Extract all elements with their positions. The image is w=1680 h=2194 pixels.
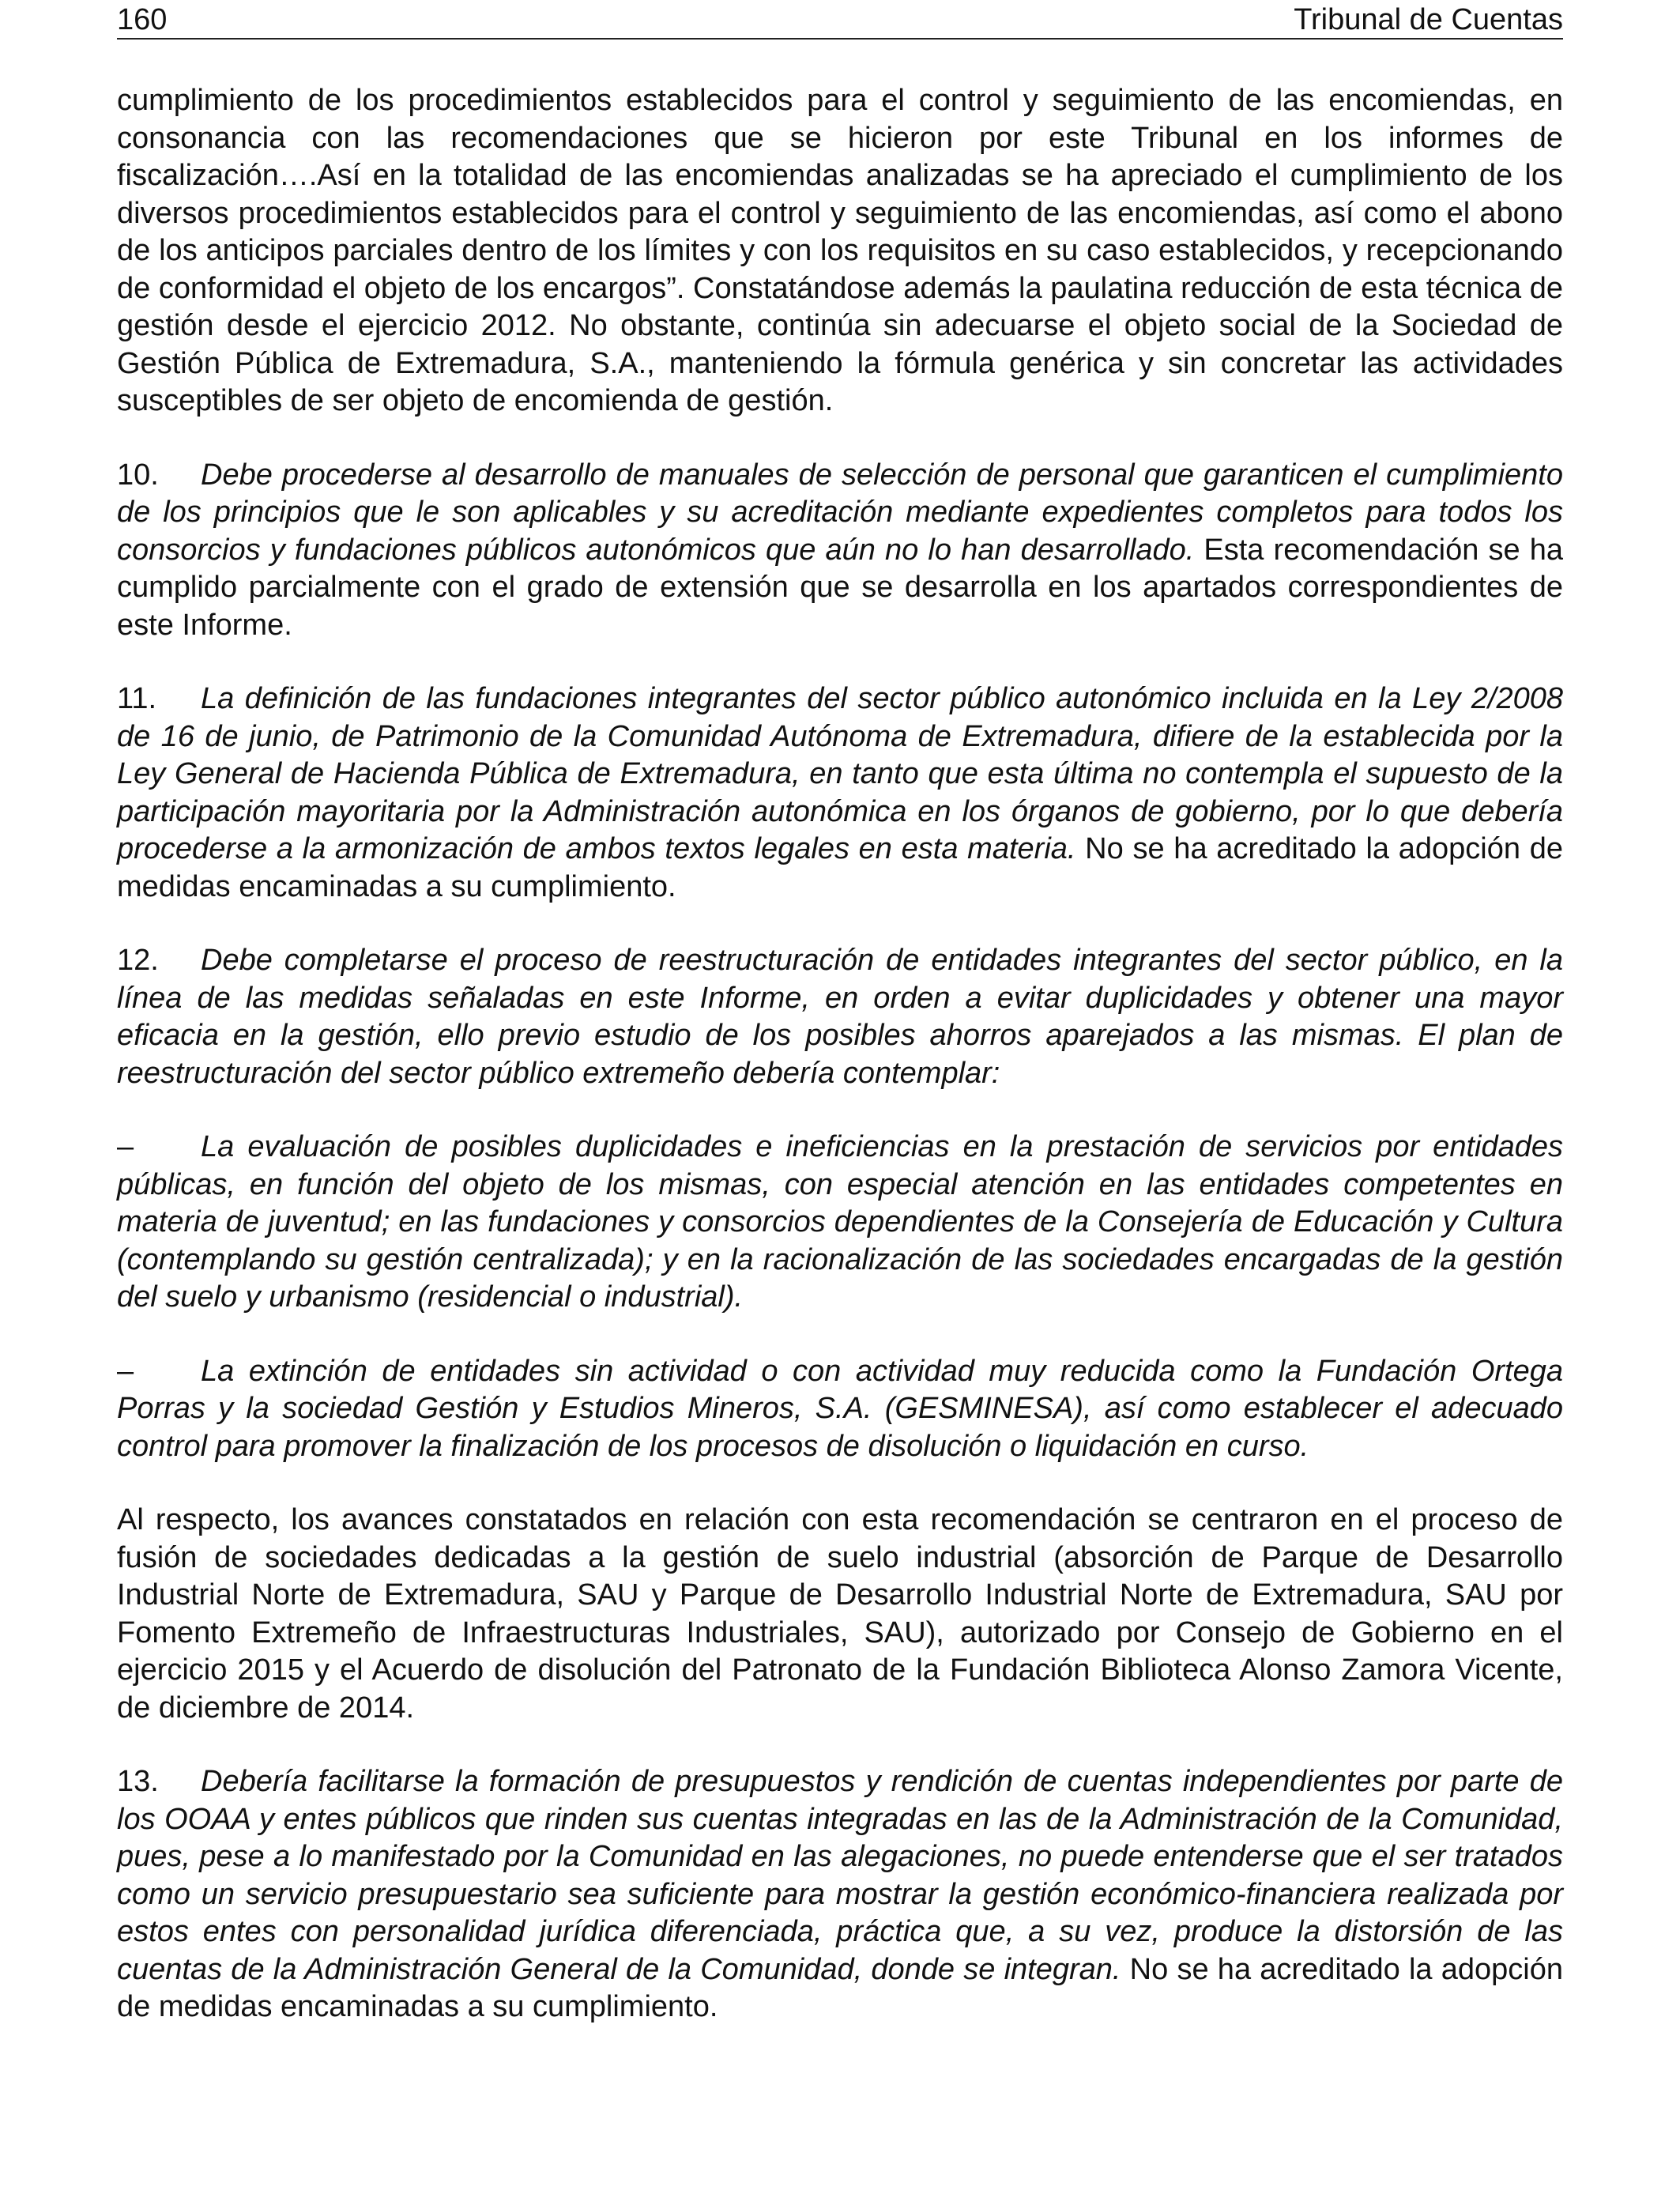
recommendation-10 [117, 457, 1563, 645]
recommendation-text: Debe procederse al desarrollo de manuales de selección de personal que garanticen el cumplimiento de los principios que le son aplicables y su acreditación mediante expedientes completos para todos los consorcios y fundaciones públicos autonómicos que aún no lo han desarrollado. [117, 458, 1563, 567]
recommendation-text: Debe completarse el proceso de reestructuración de entidades integrantes del sector público, en la línea de las medidas señaladas en este Informe, en orden a evitar duplicidades y obtener una mayor eficacia en la gestión, ello previo estudio de los posibles ahorros aparejados a las mismas. El plan de reestructuración del sector público extremeño debería contemplar: [117, 944, 1563, 1090]
page-header [117, 2, 1563, 40]
recommendation-number: 13. [117, 1765, 159, 1798]
recommendation-11 [117, 680, 1563, 906]
recommendation-assessment: No se ha acreditado la adopción de medidas encaminadas a su cumplimiento. [117, 832, 1563, 903]
recommendation-13 [117, 1763, 1563, 2026]
bullet-item [117, 1353, 1563, 1466]
document-body [117, 82, 1563, 2063]
recommendation-number: 10. [117, 458, 159, 492]
recommendation-text: Debería facilitarse la formación de presupuestos y rendición de cuentas independientes por parte de los OOAA y entes públicos que rinden sus cuentas integradas en las de la Administración de la Comunidad, pues, pese a lo manifestado por la Comunidad en las alegaciones, no puede entenderse que el ser tratados como un servicio presupuestario sea suficiente para mostrar la gestión económico-financiera realizada por estos entes con personalidad jurídica diferenciada, práctica que, a su vez, produce la distorsión de las cuentas de la Administración General de la Comunidad, donde se integran. [117, 1765, 1563, 1986]
bullet-item [117, 1129, 1563, 1317]
running-title: Tribunal de Cuentas [1294, 3, 1563, 36]
recommendation-12 [117, 942, 1563, 1092]
paragraph-intro: cumplimiento de los procedimientos establecidos para el control y seguimiento de las encomiendas, en consonancia con las recomendaciones que se hicieron por este Tribunal en los informes de fiscalización….Así en la totalidad de las encomiendas analizadas se ha apreciado el cumplimiento de los diversos procedimientos establecidos para el control y seguimiento de las encomiendas, así como el abono de los anticipos parciales dentro de los límites y con los requisitos en su caso establecidos, y recepcionando de conformidad el objeto de los encargos”. Constatándose además la paulatina reducción de esta técnica de gestión desde el ejercicio 2012. No obstante, continúa sin adecuarse el objeto social de la Sociedad de Gestión Pública de Extremadura, S.A., manteniendo la fórmula genérica y sin concretar las actividades susceptibles de ser objeto de encomienda de gestión. [117, 84, 1563, 417]
recommendation-assessment: No se ha acreditado la adopción de medidas encaminadas a su cumplimiento. [117, 1952, 1563, 2023]
dash-marker: – [117, 1130, 134, 1163]
page-number: 160 [117, 3, 168, 36]
recommendation-text: La definición de las fundaciones integrantes del sector público autonómico incluida en la Ley 2/2008 de 16 de junio, de Patrimonio de la Comunidad Autónoma de Extremadura, difiere de la establecida por la Ley General de Hacienda Pública de Extremadura, en tanto que esta última no contempla el supuesto de la participación mayoritaria por la Administración autonómica en los órganos de gobierno, por lo que debería procederse a la armonización de ambos textos legales en esta materia. [117, 682, 1563, 865]
bullet-text: La evaluación de posibles duplicidades e ineficiencias en la prestación de servicios por entidades públicas, en función del objeto de los mismas, con especial atención en las entidades competentes en materia de juventud; en las fundaciones y consorcios dependientes de la Consejería de Educación y Cultura (contemplando su gestión centralizada); y en la racionalización de las sociedades encargadas de la gestión del suelo y urbanismo (residencial o industrial). [117, 1130, 1563, 1314]
recommendation-assessment: Esta recomendación se ha cumplido parcialmente con el grado de extensión que se desarrolla en los apartados correspondientes de este Informe. [117, 533, 1563, 642]
dash-marker: – [117, 1354, 134, 1388]
bullet-text: La extinción de entidades sin actividad o con actividad muy reducida como la Fundación Ortega Porras y la sociedad Gestión y Estudios Mineros, S.A. (GESMINESA), así como establecer el adecuado control para promover la finalización de los procesos de disolución o liquidación en curso. [117, 1354, 1563, 1463]
paragraph-followup: Al respecto, los avances constatados en relación con esta recomendación se centraron en el proceso de fusión de sociedades dedicadas a la gestión de suelo industrial (absorción de Parque de Desarrollo Industrial Norte de Extremadura, SAU y Parque de Desarrollo Industrial Norte de Extremadura, SAU por Fomento Extremeño de Infraestructuras Industriales, SAU), autorizado por Consejo de Gobierno en el ejercicio 2015 y el Acuerdo de disolución del Patronato de la Fundación Biblioteca Alonso Zamora Vicente, de diciembre de 2014. [117, 1503, 1563, 1725]
recommendation-number: 12. [117, 944, 159, 977]
recommendation-number: 11. [117, 682, 157, 715]
